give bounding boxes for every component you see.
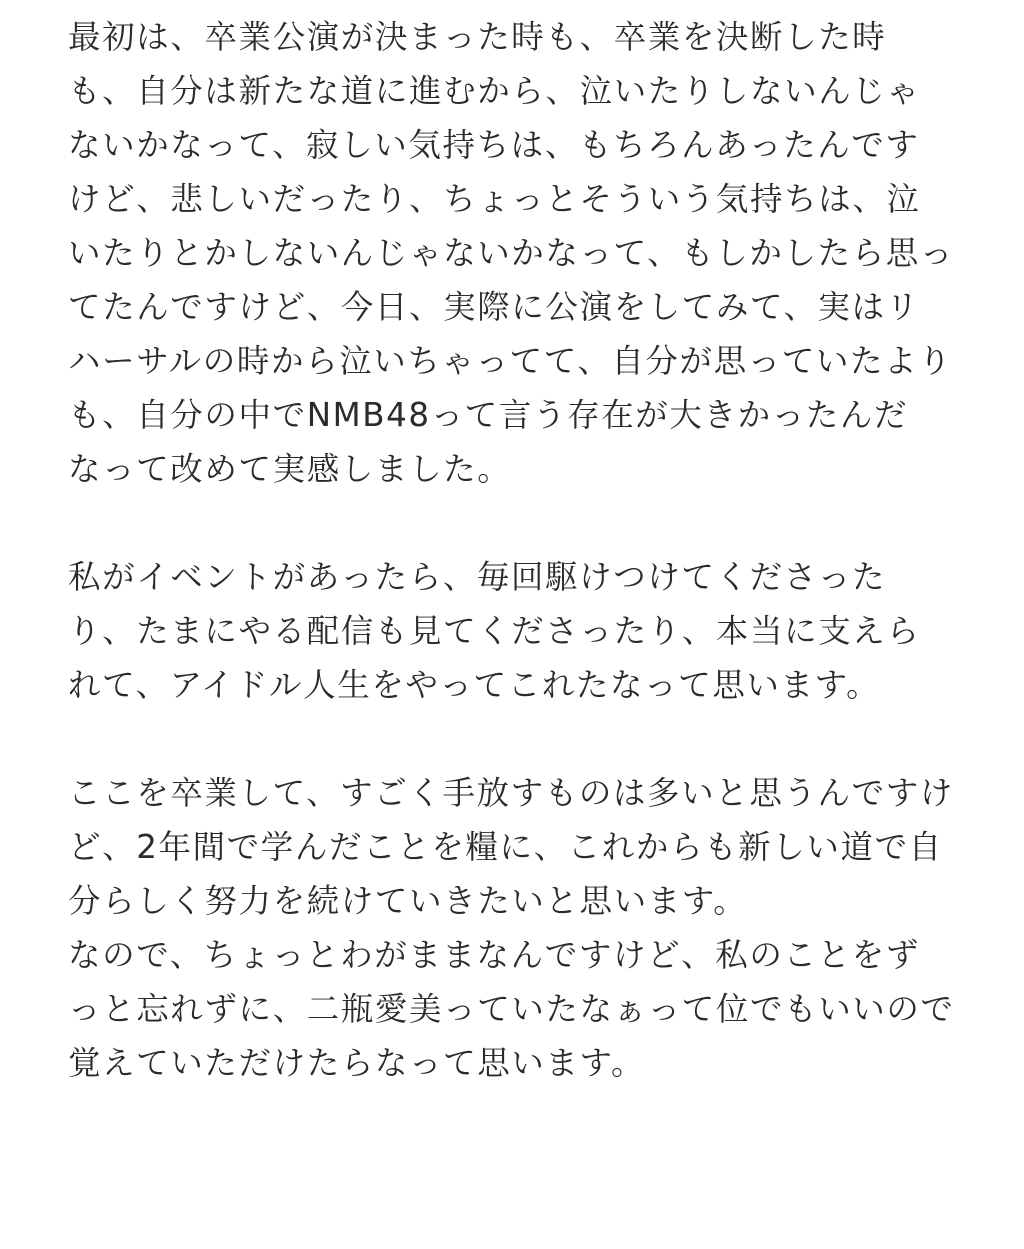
text-line: 最初は、卒業公演が決まった時も、卒業を決断した時 bbox=[68, 18, 887, 56]
paragraph-spacer bbox=[68, 496, 968, 550]
text-line: 覚えていただけたらなって思います。 bbox=[68, 1044, 646, 1082]
text-line: も、自分の中でNMB48って言う存在が大きかったんだ bbox=[68, 396, 909, 434]
text-line: ないかなって、寂しい気持ちは、もちろんあったんです bbox=[68, 126, 920, 164]
text-line: ハーサルの時から泣いちゃってて、自分が思っていたより bbox=[68, 342, 953, 380]
text-line: なって改めて実感しました。 bbox=[68, 450, 512, 488]
text-line: てたんですけど、今日、実際に公演をしてみて、実はリ bbox=[68, 288, 920, 326]
article-body bbox=[68, 10, 968, 1090]
text-line: ど、2年間で学んだことを糧に、これからも新しい道で自 bbox=[68, 828, 943, 866]
text-line: 私がイベントがあったら、毎回駆けつけてくださった bbox=[68, 558, 887, 596]
text-line: いたりとかしないんじゃないかなって、もしかしたら思っ bbox=[68, 234, 954, 272]
text-line: 分らしく努力を続けていきたいと思います。 bbox=[68, 882, 748, 920]
text-line: っと忘れずに、二瓶愛美っていたなぁって位でもいいので bbox=[68, 990, 955, 1028]
paragraph-2 bbox=[68, 550, 968, 712]
text-line: なので、ちょっとわがままなんですけど、私のことをず bbox=[68, 936, 920, 974]
text-line: り、たまにやる配信も見てくださったり、本当に支えら bbox=[68, 612, 921, 650]
paragraph-1 bbox=[68, 10, 968, 496]
text-line: ここを卒業して、すごく手放すものは多いと思うんですけ bbox=[68, 774, 954, 812]
text-line: れて、アイドル人生をやってこれたなって思います。 bbox=[68, 666, 881, 704]
paragraph-spacer bbox=[68, 712, 968, 766]
text-line: も、自分は新たな道に進むから、泣いたりしないんじゃ bbox=[68, 72, 921, 110]
paragraph-3 bbox=[68, 766, 968, 1090]
text-line: けど、悲しいだったり、ちょっとそういう気持ちは、泣 bbox=[68, 180, 921, 218]
